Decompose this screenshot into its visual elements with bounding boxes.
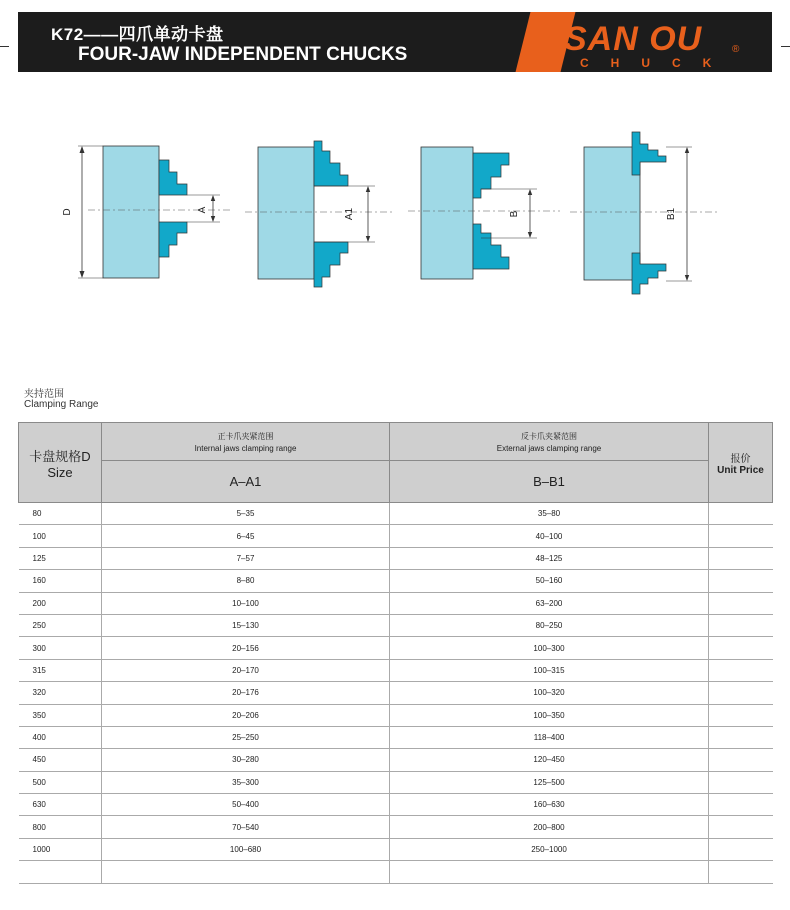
table-row [19,794,773,816]
unit-price-cell [709,503,773,525]
unit-price-cell [709,570,773,592]
size-cell: 160 [19,570,102,592]
internal-range-subheader: A–A1 [102,461,390,503]
unit-price-cell [709,525,773,547]
size-cell: 200 [19,592,102,614]
size-cell: 350 [19,704,102,726]
size-cell: 500 [19,771,102,793]
external-range-cell [390,861,709,883]
table-row [19,637,773,659]
external-range-cell: 40–100 [390,525,709,547]
table-row [19,771,773,793]
section-title-chinese: 夹持范围 [24,389,64,400]
diagram-a1 [245,141,395,287]
unit-price-cell [709,749,773,771]
internal-jaws-header [102,423,390,461]
clamping-range-table [18,422,773,884]
registered-mark: ® [732,44,740,55]
internal-jaws-header-cn: 正卡爪夹紧范围 [217,431,274,441]
size-cell: 250 [19,614,102,636]
title-english: FOUR-JAW INDEPENDENT CHUCKS [78,44,408,65]
section-title-english: Clamping Range [24,399,99,410]
internal-range-cell: 6–45 [102,525,390,547]
unit-price-header [709,423,773,503]
unit-price-cell [709,659,773,681]
size-cell: 100 [19,525,102,547]
unit-price-cell [709,861,773,883]
table-row [19,861,773,883]
table-row [19,838,773,860]
size-cell: 630 [19,794,102,816]
unit-price-header-en: Unit Price [717,464,764,476]
title-chinese: K72——四爪单动卡盘 [51,25,224,44]
size-header-en: Size [47,464,73,480]
diagram-b [408,147,560,279]
unit-price-cell [709,838,773,860]
external-range-cell: 250–1000 [390,838,709,860]
unit-price-cell [709,816,773,838]
external-range-cell: 80–250 [390,614,709,636]
brand-logo-subtitle: CHUCK [580,56,734,70]
internal-range-cell: 7–57 [102,547,390,569]
internal-range-cell: 70–540 [102,816,390,838]
table-row [19,704,773,726]
size-cell [19,861,102,883]
size-cell: 125 [19,547,102,569]
size-cell: 80 [19,503,102,525]
unit-price-cell [709,614,773,636]
external-range-cell: 120–450 [390,749,709,771]
size-cell: 1000 [19,838,102,860]
external-range-cell: 160–630 [390,794,709,816]
internal-range-cell: 20–176 [102,682,390,704]
dimension-label-d: D [62,208,73,216]
size-header [19,423,102,503]
jaw-diagrams [0,120,790,310]
unit-price-cell [709,704,773,726]
internal-range-cell: 20–170 [102,659,390,681]
unit-price-cell [709,726,773,748]
dimension-label-a1: A1 [344,207,355,221]
internal-range-cell: 35–300 [102,771,390,793]
internal-jaws-header-en: Internal jaws clamping range [194,443,297,453]
unit-price-header-cn: 报价 [730,453,751,465]
table-row [19,503,773,525]
brand-logo: SAN OU [564,20,703,58]
size-cell: 450 [19,749,102,771]
size-cell: 315 [19,659,102,681]
internal-range-cell: 10–100 [102,592,390,614]
internal-range-cell: 20–156 [102,637,390,659]
unit-price-cell [709,794,773,816]
internal-range-cell: 50–400 [102,794,390,816]
table-row [19,659,773,681]
table-row [19,749,773,771]
dimension-label-a: A [197,206,208,214]
external-jaws-header-en: External jaws clamping range [496,443,602,453]
diagram-b1 [570,132,720,294]
table-row [19,570,773,592]
external-range-cell: 118–400 [390,726,709,748]
internal-range-cell: 20–206 [102,704,390,726]
header-banner [18,12,772,72]
table-row [19,726,773,748]
internal-range-cell: 15–130 [102,614,390,636]
diagram-d-a [62,146,230,278]
external-range-cell: 125–500 [390,771,709,793]
external-range-cell: 200–800 [390,816,709,838]
external-range-cell: 100–350 [390,704,709,726]
external-jaws-header-cn: 反卡爪夹紧范围 [521,431,577,441]
table-row [19,525,773,547]
crop-mark-right [781,46,790,47]
external-range-cell: 48–125 [390,547,709,569]
internal-range-cell: 100–680 [102,838,390,860]
external-range-cell: 100–315 [390,659,709,681]
unit-price-cell [709,682,773,704]
internal-range-cell: 25–250 [102,726,390,748]
table-row [19,614,773,636]
external-range-subheader: B–B1 [390,461,709,503]
unit-price-cell [709,771,773,793]
external-jaws-header [390,423,709,461]
size-cell: 300 [19,637,102,659]
external-range-cell: 50–160 [390,570,709,592]
size-cell: 320 [19,682,102,704]
unit-price-cell [709,547,773,569]
internal-range-cell: 30–280 [102,749,390,771]
size-cell: 400 [19,726,102,748]
external-range-cell: 35–80 [390,503,709,525]
table-row [19,592,773,614]
unit-price-cell [709,592,773,614]
unit-price-cell [709,637,773,659]
external-range-cell: 100–320 [390,682,709,704]
external-range-cell: 100–300 [390,637,709,659]
internal-range-cell [102,861,390,883]
table-row [19,682,773,704]
table-row [19,816,773,838]
dimension-label-b: B [509,210,520,218]
size-header-cn: 卡盘规格D [29,448,91,464]
internal-range-cell: 5–35 [102,503,390,525]
dimension-label-b1: B1 [666,207,677,221]
internal-range-cell: 8–80 [102,570,390,592]
table-row [19,547,773,569]
size-cell: 800 [19,816,102,838]
external-range-cell: 63–200 [390,592,709,614]
crop-mark-left [0,46,9,47]
